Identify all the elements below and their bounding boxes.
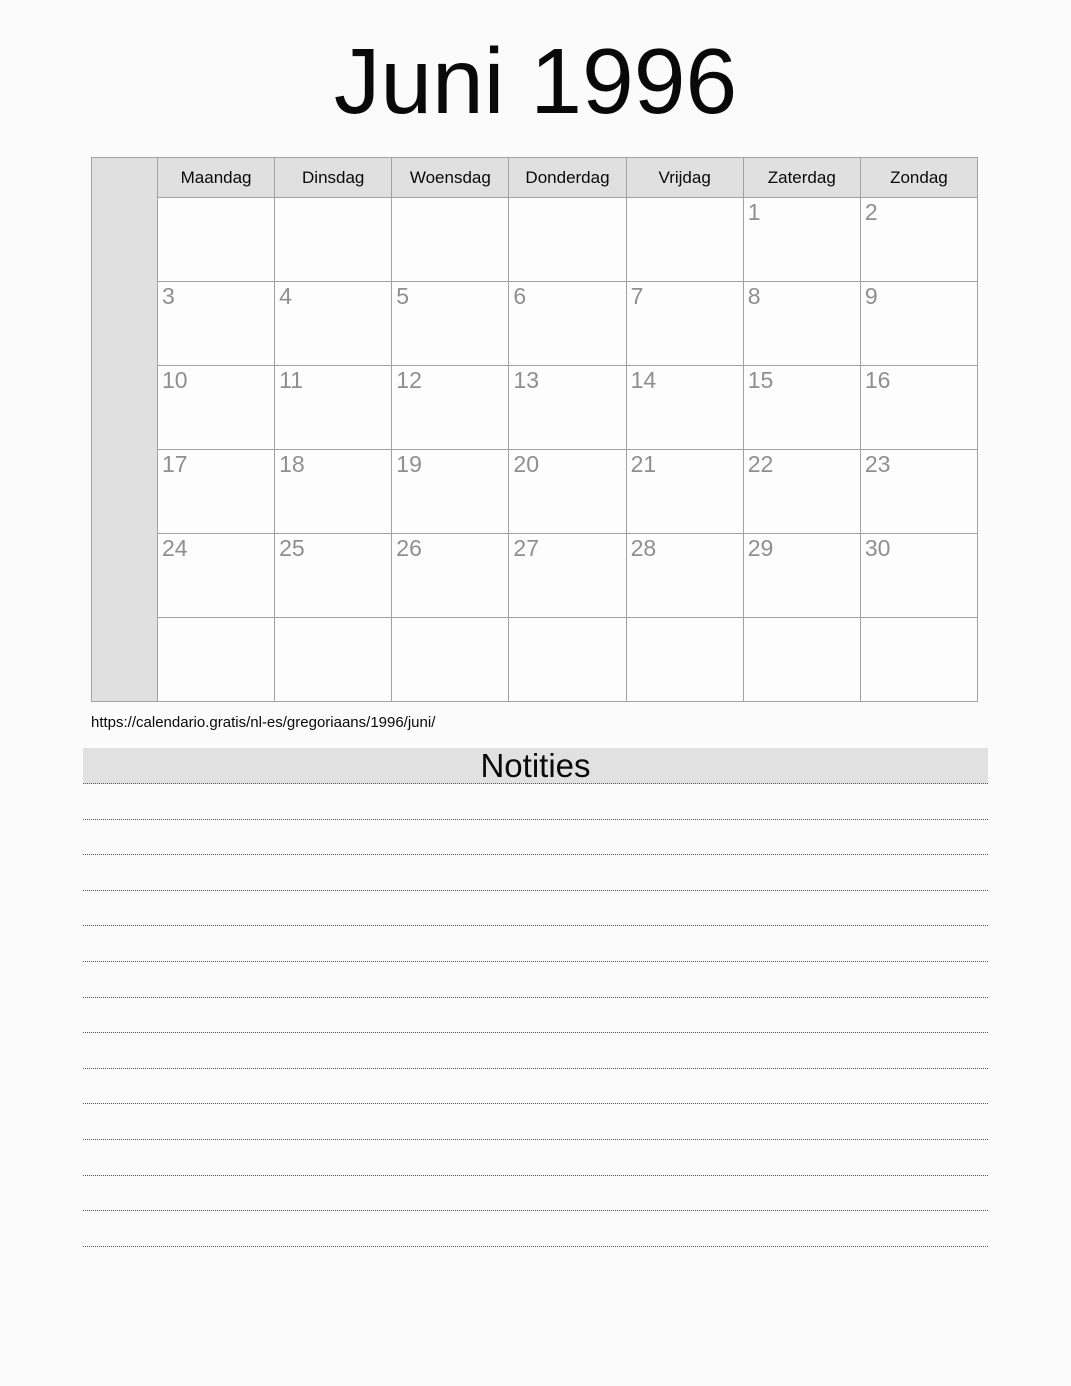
weekday-header-zondag: Zondag bbox=[860, 158, 977, 198]
notes-section bbox=[83, 748, 988, 1247]
day-cell: 4 bbox=[275, 282, 392, 366]
day-cell: 21 bbox=[626, 450, 743, 534]
day-cell: 29 bbox=[743, 534, 860, 618]
weekday-header-dinsdag: Dinsdag bbox=[275, 158, 392, 198]
note-line bbox=[83, 820, 988, 856]
day-cell: 3 bbox=[158, 282, 275, 366]
weekday-header-woensdag: Woensdag bbox=[392, 158, 509, 198]
day-cell: 24 bbox=[158, 534, 275, 618]
note-line bbox=[83, 784, 988, 820]
calendar-week-row bbox=[92, 198, 978, 282]
calendar-table bbox=[91, 157, 978, 702]
calendar-week-row bbox=[92, 282, 978, 366]
note-line bbox=[83, 1140, 988, 1176]
note-line bbox=[83, 1104, 988, 1140]
note-line bbox=[83, 926, 988, 962]
note-line bbox=[83, 855, 988, 891]
weekday-header-donderdag: Donderdag bbox=[509, 158, 626, 198]
day-cell: 11 bbox=[275, 366, 392, 450]
source-url: https://calendario.gratis/nl-es/gregoriaans/1996/juni/ bbox=[91, 714, 436, 731]
day-cell bbox=[158, 198, 275, 282]
calendar-header-row bbox=[92, 158, 978, 198]
day-cell: 1 bbox=[743, 198, 860, 282]
note-line bbox=[83, 962, 988, 998]
note-line bbox=[83, 1211, 988, 1247]
page-title: Juni 1996 bbox=[333, 29, 738, 133]
day-cell: 20 bbox=[509, 450, 626, 534]
note-line bbox=[83, 1176, 988, 1212]
day-cell bbox=[509, 198, 626, 282]
note-line bbox=[83, 1069, 988, 1105]
weekday-header-maandag: Maandag bbox=[158, 158, 275, 198]
day-cell: 17 bbox=[158, 450, 275, 534]
day-cell: 10 bbox=[158, 366, 275, 450]
day-cell: 27 bbox=[509, 534, 626, 618]
calendar-week-row bbox=[92, 534, 978, 618]
day-cell: 26 bbox=[392, 534, 509, 618]
day-cell: 19 bbox=[392, 450, 509, 534]
day-cell: 22 bbox=[743, 450, 860, 534]
day-cell bbox=[626, 198, 743, 282]
day-cell: 8 bbox=[743, 282, 860, 366]
day-cell bbox=[158, 618, 275, 702]
day-cell: 7 bbox=[626, 282, 743, 366]
calendar-week-row bbox=[92, 366, 978, 450]
day-cell: 5 bbox=[392, 282, 509, 366]
weekday-header-vrijdag: Vrijdag bbox=[626, 158, 743, 198]
day-cell: 18 bbox=[275, 450, 392, 534]
day-cell bbox=[743, 618, 860, 702]
day-cell: 30 bbox=[860, 534, 977, 618]
day-cell: 14 bbox=[626, 366, 743, 450]
day-cell bbox=[275, 618, 392, 702]
note-line bbox=[83, 891, 988, 927]
day-cell bbox=[626, 618, 743, 702]
day-cell bbox=[275, 198, 392, 282]
weekday-header-zaterdag: Zaterdag bbox=[743, 158, 860, 198]
day-cell: 13 bbox=[509, 366, 626, 450]
note-lines bbox=[83, 784, 988, 1247]
day-cell bbox=[392, 618, 509, 702]
day-cell: 6 bbox=[509, 282, 626, 366]
calendar-week-row bbox=[92, 450, 978, 534]
day-cell: 25 bbox=[275, 534, 392, 618]
notes-title: Notities bbox=[83, 748, 988, 784]
day-cell bbox=[860, 618, 977, 702]
day-cell: 2 bbox=[860, 198, 977, 282]
side-column bbox=[92, 158, 158, 702]
day-cell: 16 bbox=[860, 366, 977, 450]
note-line bbox=[83, 998, 988, 1034]
day-cell: 15 bbox=[743, 366, 860, 450]
day-cell: 23 bbox=[860, 450, 977, 534]
note-line bbox=[83, 1033, 988, 1069]
day-cell: 9 bbox=[860, 282, 977, 366]
day-cell bbox=[392, 198, 509, 282]
day-cell: 12 bbox=[392, 366, 509, 450]
day-cell bbox=[509, 618, 626, 702]
calendar-week-row bbox=[92, 618, 978, 702]
day-cell: 28 bbox=[626, 534, 743, 618]
